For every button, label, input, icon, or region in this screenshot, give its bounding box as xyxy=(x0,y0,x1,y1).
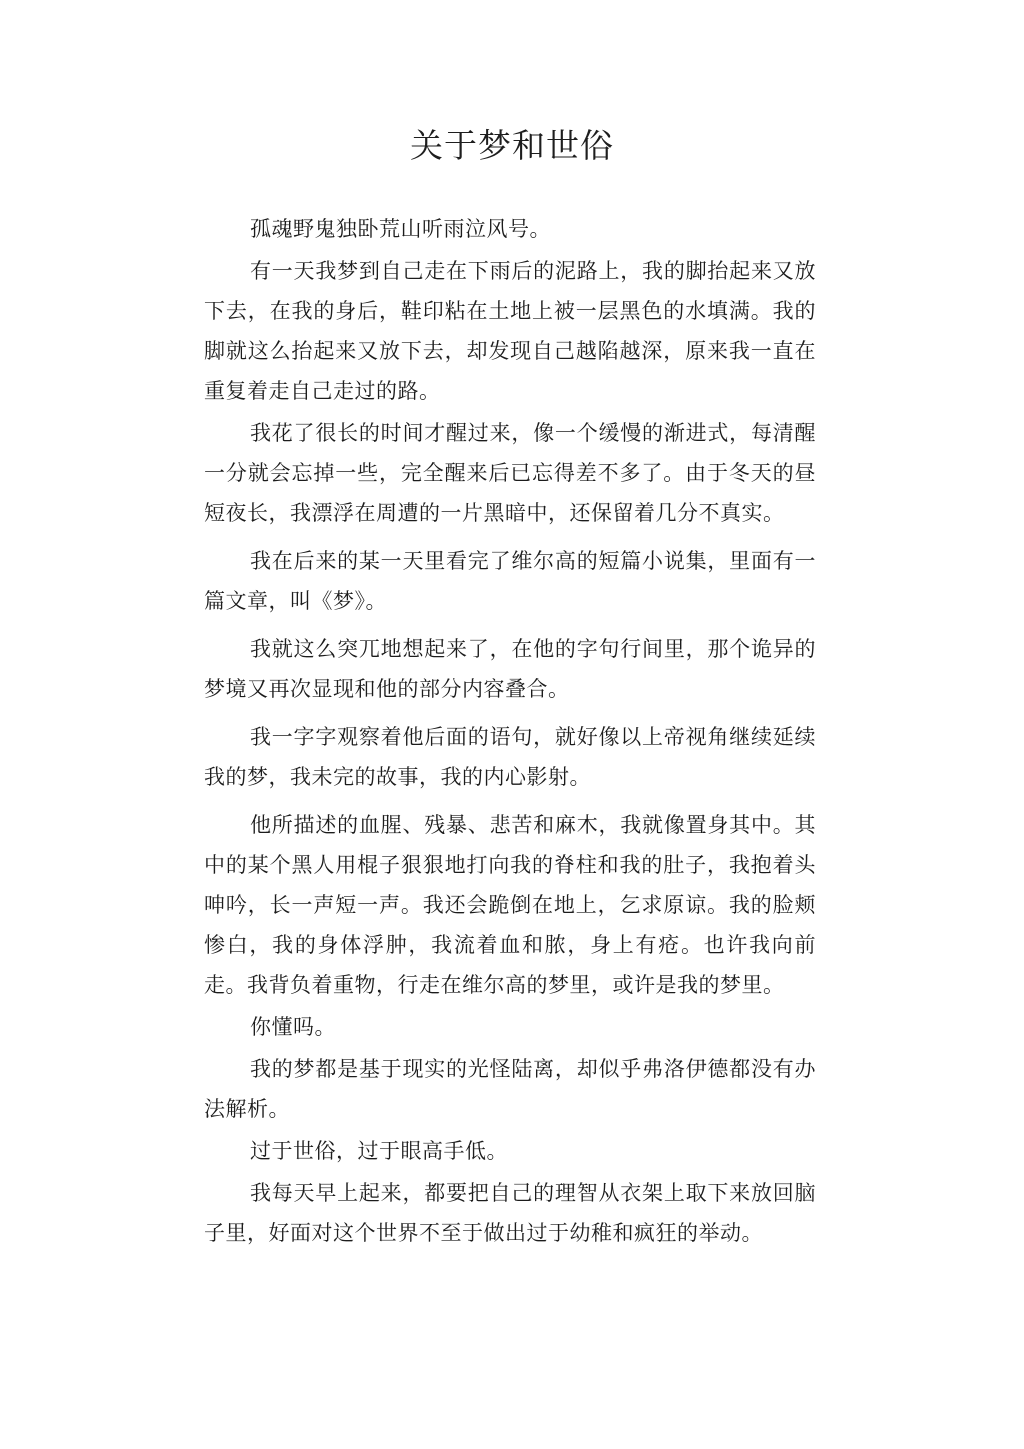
paragraph-1: 孤魂野鬼独卧荒山听雨泣风号。 xyxy=(250,217,551,241)
paragraph-6: 我一字字观察着他后面的语句，就好像以上帝视角继续延续我的梦，我未完的故事，我的内心影射。 xyxy=(204,725,816,789)
paragraph-11: 我每天早上起来，都要把自己的理智从衣架上取下来放回脑子里，好面对这个世界不至于做出过于幼稚和疯狂的举动。 xyxy=(204,1181,816,1245)
paragraph-10: 过于世俗，过于眼高手低。 xyxy=(250,1139,508,1163)
paragraph-8: 你懂吗。 xyxy=(250,1015,336,1039)
paragraph-9: 我的梦都是基于现实的光怪陆离，却似乎弗洛伊德都没有办法解析。 xyxy=(204,1057,816,1121)
paragraph-3: 我花了很长的时间才醒过来，像一个缓慢的渐进式，每清醒一分就会忘掉一些，完全醒来后已忘得差不多了。由于冬天的昼短夜长，我漂浮在周遭的一片黑暗中，还保留着几分不真实。 xyxy=(204,421,816,525)
paragraph-7: 他所描述的血腥、残暴、悲苦和麻木，我就像置身其中。其中的某个黑人用棍子狠狠地打向我的脊柱和我的肚子，我抱着头呻吟，长一声短一声。我还会跪倒在地上，乞求原谅。我的脸颊惨白，我的身体浮肿，我流着血和脓，身上有疮。也许我向前走。我背负着重物，行走在维尔高的梦里，或许是我的梦里。 xyxy=(204,813,816,997)
paragraph-4: 我在后来的某一天里看完了维尔高的短篇小说集，里面有一篇文章，叫《梦》。 xyxy=(204,549,816,613)
document-title: 关于梦和世俗 xyxy=(410,126,614,165)
document-body xyxy=(204,209,816,1253)
paragraph-2: 有一天我梦到自己走在下雨后的泥路上，我的脚抬起来又放下去，在我的身后，鞋印粘在土地上被一层黑色的水填满。我的脚就这么抬起来又放下去，却发现自己越陷越深，原来我一直在重复着走自己走过的路。 xyxy=(204,259,816,403)
paragraph-5: 我就这么突兀地想起来了，在他的字句行间里，那个诡异的梦境又再次显现和他的部分内容叠合。 xyxy=(204,637,816,701)
